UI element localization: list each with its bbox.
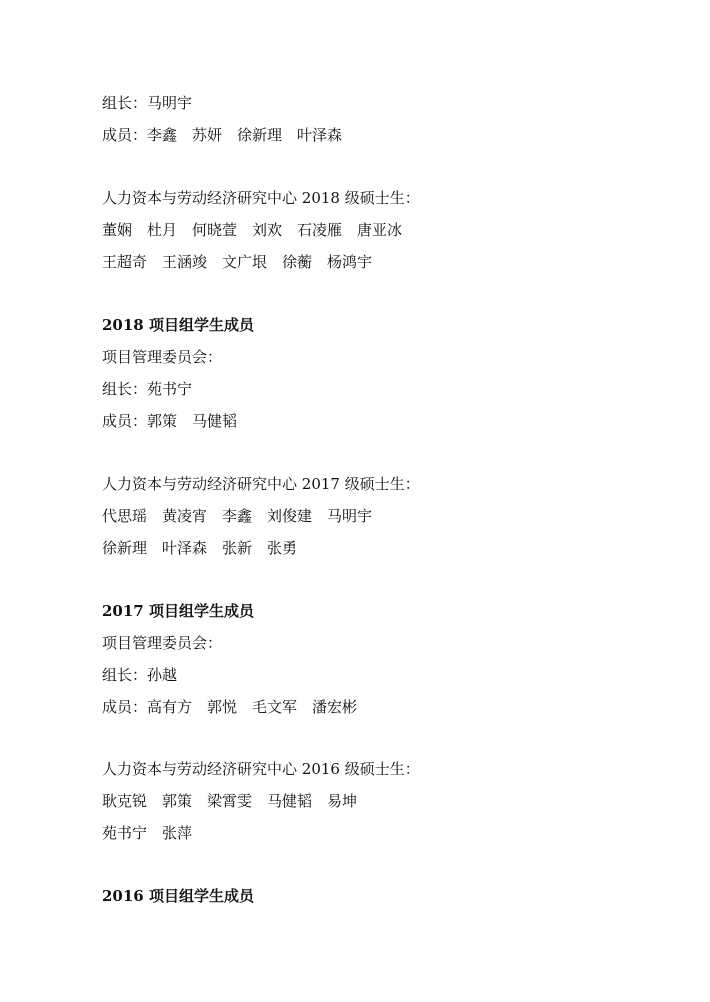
committee-label: 项目管理委员会： — [102, 348, 223, 366]
section-heading-2016: 2016 项目组学生成员 — [102, 887, 254, 905]
cohort-2016-names: 耿克锐 郭策 梁霄雯 马健韬 易坤 — [102, 792, 358, 810]
members-line: 成员：李鑫 苏妍 徐新理 叶泽森 — [102, 126, 343, 144]
cohort-2018-names: 王超奇 王涵竣 文广垠 徐蘅 杨鸿宇 — [102, 253, 373, 271]
members-line: 成员：高有方 郭悦 毛文军 潘宏彬 — [102, 698, 358, 716]
cohort-2016-title: 人力资本与劳动经济研究中心 2016 级硕士生： — [102, 760, 420, 778]
cohort-2017-names: 代思瑶 黄凌宵 李鑫 刘俊建 马明宇 — [102, 507, 373, 525]
cohort-2017-names: 徐新理 叶泽森 张新 张勇 — [102, 539, 298, 557]
cohort-2016-names: 苑书宁 张萍 — [102, 824, 193, 842]
leader-line: 组长：马明宇 — [102, 94, 193, 112]
members-line: 成员：郭策 马健韬 — [102, 412, 238, 430]
cohort-2017-title: 人力资本与劳动经济研究中心 2017 级硕士生： — [102, 475, 420, 493]
leader-line: 组长：苑书宁 — [102, 380, 193, 398]
leader-line: 组长：孙越 — [102, 666, 178, 684]
cohort-2018-title: 人力资本与劳动经济研究中心 2018 级硕士生： — [102, 189, 420, 207]
committee-label: 项目管理委员会： — [102, 634, 223, 652]
cohort-2018-names: 董娴 杜月 何晓萱 刘欢 石凌雁 唐亚冰 — [102, 221, 403, 239]
section-heading-2018: 2018 项目组学生成员 — [102, 316, 254, 334]
section-heading-2017: 2017 项目组学生成员 — [102, 602, 254, 620]
